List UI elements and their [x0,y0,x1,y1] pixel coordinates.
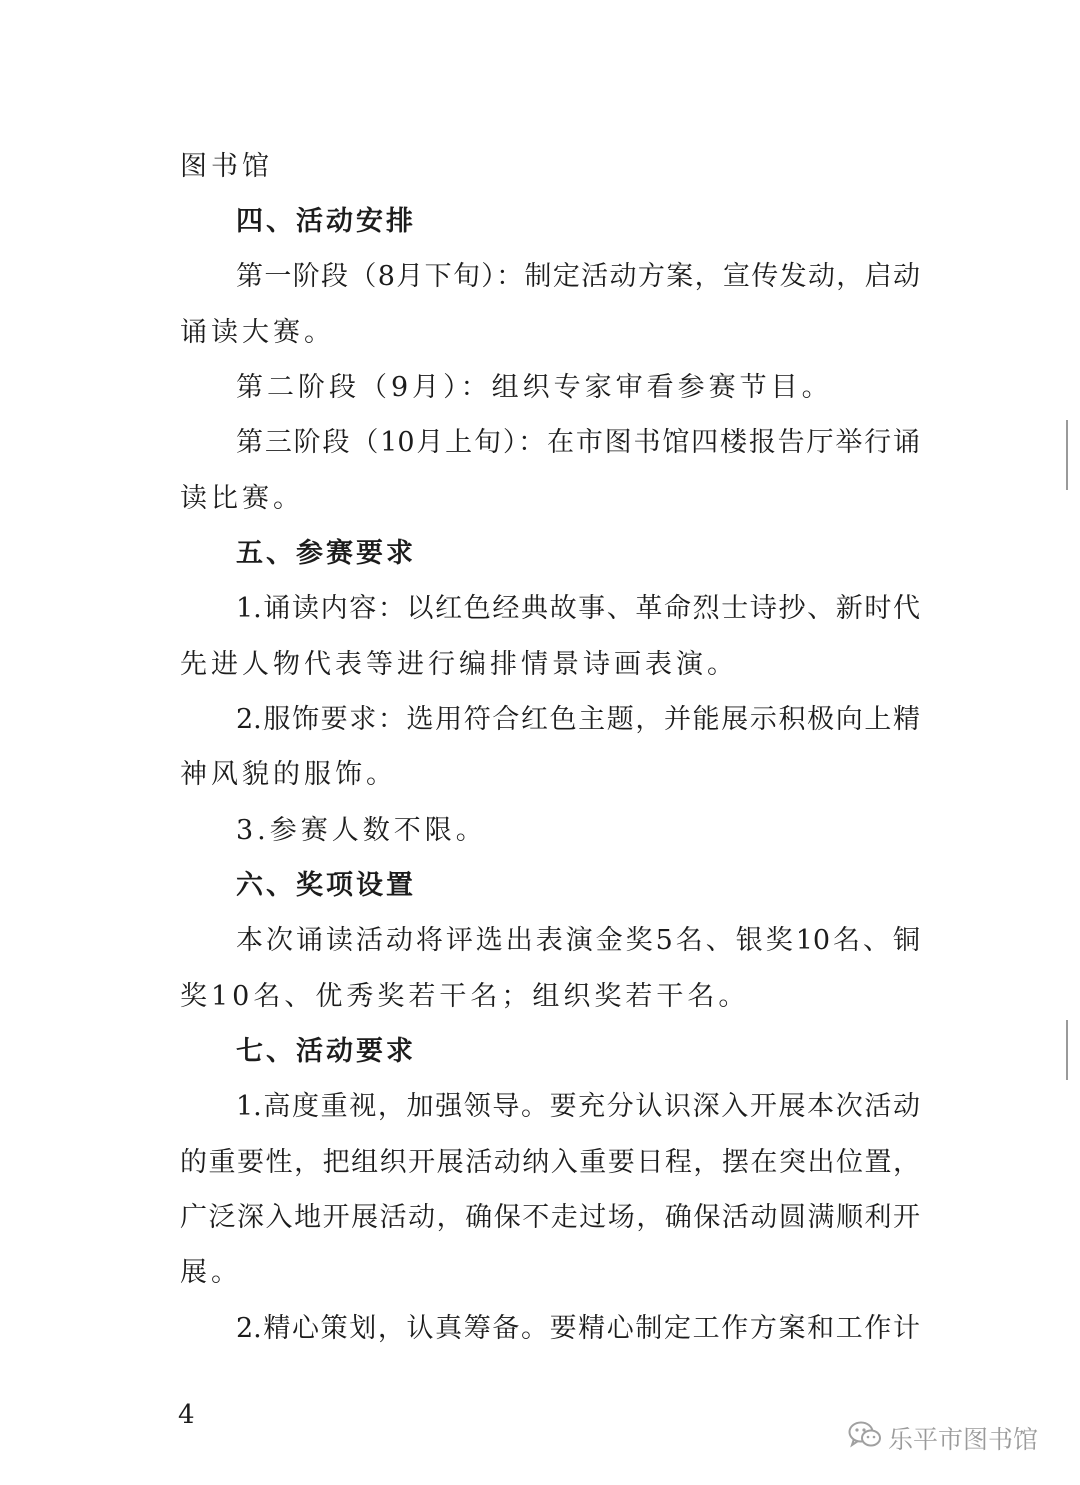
paragraph-line: 图书馆 [180,151,273,182]
paragraph-line: 第三阶段（10月上旬）：在市图书馆四楼报告厅举行诵 [236,427,920,458]
paragraph-line: 第二阶段（9月）：组织专家审看参赛节目。 [236,372,833,403]
paragraph-line: 广泛深入地开展活动，确保不走过场，确保活动圆满顺利开 [180,1202,920,1233]
paragraph-line: 2.服饰要求：选用符合红色主题，并能展示积极向上精 [236,704,920,735]
wechat-icon [848,1420,882,1456]
paragraph-line: 奖10名、优秀奖若干名；组织奖若干名。 [180,981,750,1012]
paragraph-line: 展。 [180,1257,242,1288]
paragraph-line: 本次诵读活动将评选出表演金奖5名、银奖10名、铜 [236,925,920,956]
page-number: 4 [178,1400,195,1430]
section-heading: 七、活动要求 [236,1036,416,1067]
paragraph-line: 2.精心策划，认真筹备。要精心制定工作方案和工作计 [236,1313,920,1344]
source-watermark [848,1418,1038,1458]
scan-edge-mark [1066,420,1068,490]
paragraph-line: 1.诵读内容：以红色经典故事、革命烈士诗抄、新时代 [236,593,920,624]
paragraph-line: 第一阶段（8月下旬）：制定活动方案，宣传发动，启动 [236,261,920,292]
paragraph-line: 的重要性，把组织开展活动纳入重要日程，摆在突出位置， [180,1147,920,1178]
scan-edge-mark [1066,1020,1068,1080]
section-heading: 四、活动安排 [236,206,416,237]
paragraph-line: 诵读大赛。 [180,317,335,348]
paragraph-line: 先进人物代表等进行编排情景诗画表演。 [180,649,738,680]
watermark-text: 乐平市图书馆 [888,1425,1039,1454]
paragraph-line: 读比赛。 [180,483,304,514]
section-heading: 六、奖项设置 [236,870,416,901]
section-heading: 五、参赛要求 [236,538,416,569]
paragraph-line: 1.高度重视，加强领导。要充分认识深入开展本次活动 [236,1091,920,1122]
paragraph-line: 3.参赛人数不限。 [236,815,487,846]
paragraph-line: 神风貌的服饰。 [180,759,397,790]
